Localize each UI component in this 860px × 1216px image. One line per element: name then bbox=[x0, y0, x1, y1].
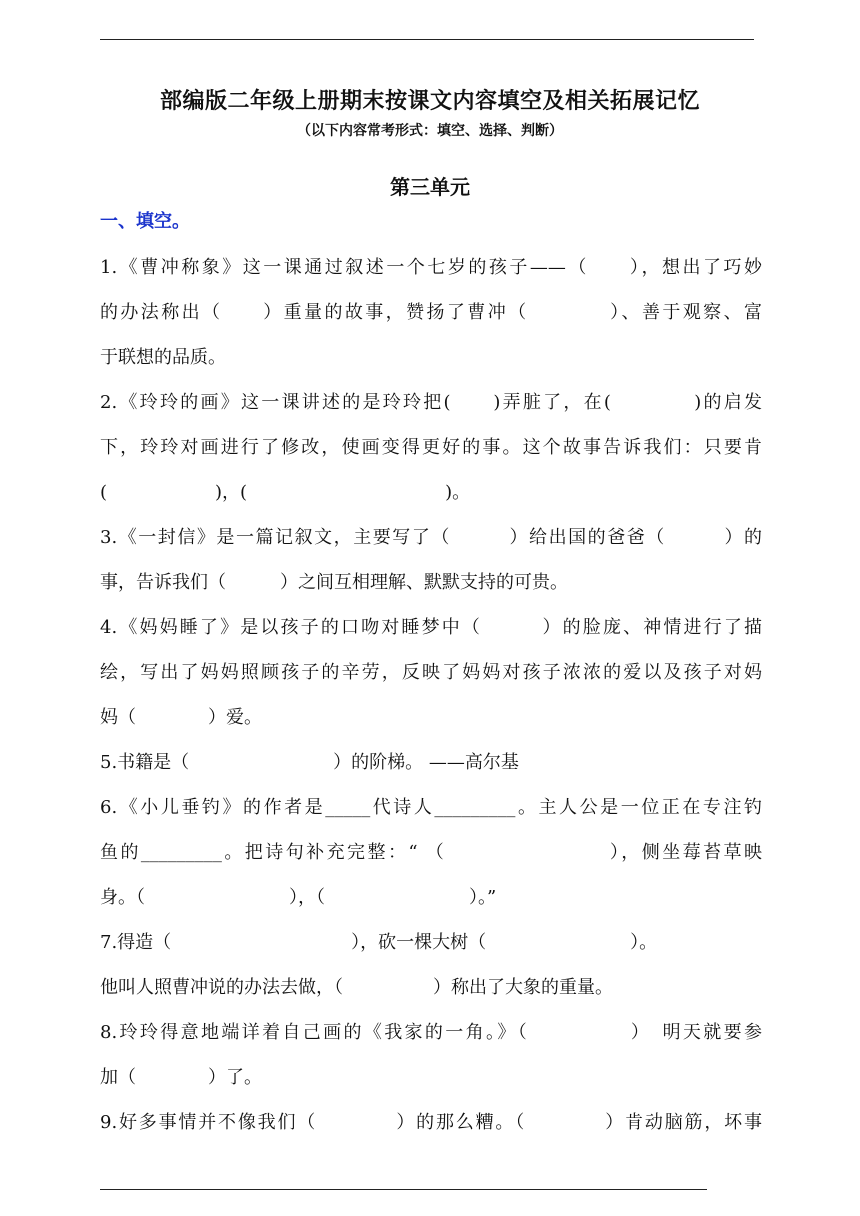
section-heading: 一、填空。 bbox=[100, 211, 190, 232]
page-title: 部编版二年级上册期末按课文内容填空及相关拓展记忆 bbox=[159, 89, 700, 114]
header-rule bbox=[100, 39, 754, 40]
page-subtitle: （以下内容常考形式：填空、选择、判断） bbox=[297, 123, 563, 139]
text-line: 5.书籍是（ ）的阶梯。 ——高尔基 bbox=[100, 752, 519, 773]
unit-heading: 第三单元 bbox=[390, 175, 470, 199]
text-line: ( )，( )。 bbox=[100, 482, 471, 503]
text-line: 妈（ ）爱。 bbox=[100, 707, 262, 728]
text-line: 4.《妈妈睡了》是以孩子的口吻对睡梦中（ ）的脸庞、神情进行了描 bbox=[100, 617, 762, 638]
text-line: 的办法称出（ ）重量的故事，赞扬了曹冲（ ）、善于观察、富 bbox=[100, 302, 762, 323]
text-line: 事，告诉我们（ ）之间互相理解、默默支持的可贵。 bbox=[100, 572, 568, 593]
text-line: 6.《小儿垂钓》的作者是_____代诗人_________。主人公是一位正在专注钓 bbox=[100, 797, 762, 818]
text-line: 7.得造（ ），砍一棵大树（ ）。 bbox=[100, 932, 658, 953]
footer-rule bbox=[100, 1189, 707, 1190]
text-line: 8.玲玲得意地端详着自己画的《我家的一角。》（ ） 明天就要参 bbox=[100, 1022, 762, 1043]
text-line: 身。（ ），（ ）。” bbox=[100, 887, 497, 908]
text-line: 加（ ）了。 bbox=[100, 1067, 262, 1088]
text-line: 他叫人照曹冲说的办法去做，（ ）称出了大象的重量。 bbox=[100, 977, 613, 998]
text-line: 于联想的品质。 bbox=[100, 347, 226, 368]
text-line: 9.好多事情并不像我们（ ）的那么糟。（ ）肯动脑筋，坏事 bbox=[100, 1112, 762, 1133]
text-line: 1.《曹冲称象》这一课通过叙述一个七岁的孩子——（ ），想出了巧妙 bbox=[100, 257, 762, 278]
text-line: 2.《玲玲的画》这一课讲述的是玲玲把( )弄脏了，在( )的启发 bbox=[100, 392, 762, 413]
text-line: 绘，写出了妈妈照顾孩子的辛劳，反映了妈妈对孩子浓浓的爱以及孩子对妈 bbox=[100, 662, 762, 683]
text-line: 3.《一封信》是一篇记叙文，主要写了（ ）给出国的爸爸（ ）的 bbox=[100, 527, 762, 548]
text-line: 鱼的_________。把诗句补充完整：“ （ ），侧坐莓苔草映 bbox=[100, 842, 762, 863]
text-line: 下，玲玲对画进行了修改，使画变得更好的事。这个故事告诉我们：只要肯 bbox=[100, 437, 762, 458]
